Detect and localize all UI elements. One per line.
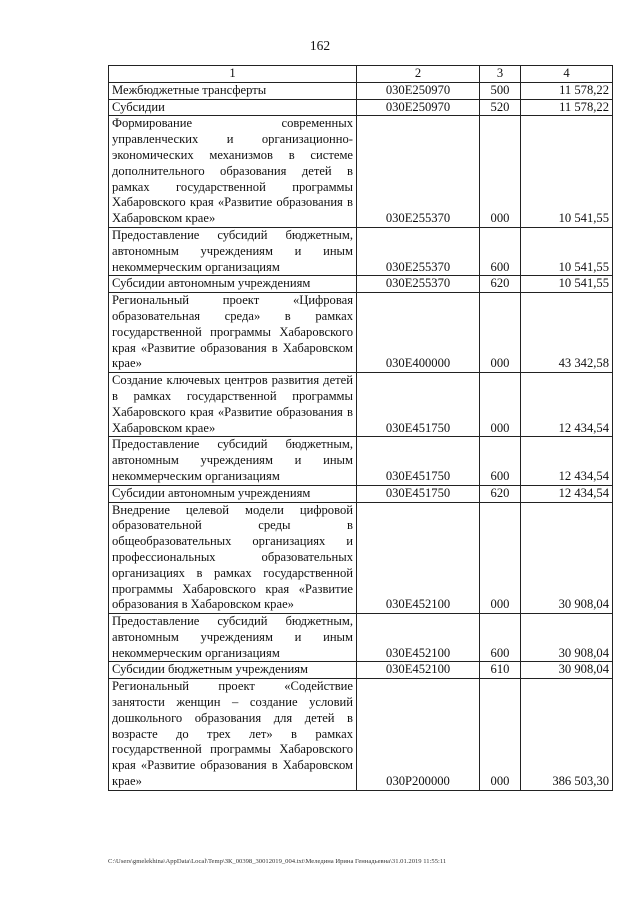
row-name-cell: Региональный проект «Содействие занятости женщин – создание условий дошкольного образования для детей в возрасте до трех лет» в рамках государственной программы Хабаровского края «Развитие образования в Хабаровском крае» — [109, 679, 357, 791]
table-row — [109, 82, 613, 99]
row-sum-cell: 10 541,55 — [521, 116, 613, 228]
page-number: 162 — [309, 38, 331, 53]
row-vr-cell: 600 — [480, 614, 521, 662]
row-name-cell: Межбюджетные трансферты — [109, 82, 357, 99]
row-name-cell: Предоставление субсидий бюджетным, автономным учреждениям и иным некоммерческим организациям — [109, 614, 357, 662]
table-row — [109, 485, 613, 502]
row-name-cell: Региональный проект «Цифровая образовательная среда» в рамках государственной программы Хабаровского края «Развитие образования в Хабаровском крае» — [109, 293, 357, 373]
row-vr-cell: 500 — [480, 82, 521, 99]
row-code-cell: 030E452100 — [357, 502, 480, 614]
row-code-cell: 030E452100 — [357, 614, 480, 662]
row-vr-cell: 610 — [480, 662, 521, 679]
row-sum-cell: 30 908,04 — [521, 614, 613, 662]
row-name-cell: Субсидии — [109, 99, 357, 116]
row-name-cell: Внедрение целевой модели цифровой образовательной среды в общеобразовательных организациях и профессиональных образовательных организациях в рамках государственной программы Хабаровского края «Развитие образования в Хабаровском крае» — [109, 502, 357, 614]
row-code-cell: 030E255370 — [357, 276, 480, 293]
row-vr-cell: 620 — [480, 276, 521, 293]
row-vr-cell: 000 — [480, 502, 521, 614]
row-vr-cell: 000 — [480, 293, 521, 373]
row-name-cell: Субсидии автономным учреждениям — [109, 485, 357, 502]
table-header-row — [109, 66, 613, 83]
row-sum-cell: 30 908,04 — [521, 662, 613, 679]
row-vr-cell: 000 — [480, 373, 521, 437]
row-code-cell: 030E452100 — [357, 662, 480, 679]
table-row — [109, 437, 613, 485]
row-code-cell: 030E400000 — [357, 293, 480, 373]
row-vr-cell: 620 — [480, 485, 521, 502]
row-sum-cell: 11 578,22 — [521, 82, 613, 99]
row-sum-cell: 10 541,55 — [521, 276, 613, 293]
table-row — [109, 662, 613, 679]
column-header: 1 — [109, 66, 357, 83]
table-row — [109, 373, 613, 437]
row-code-cell: 030E250970 — [357, 99, 480, 116]
row-code-cell: 030E250970 — [357, 82, 480, 99]
row-vr-cell: 000 — [480, 679, 521, 791]
row-sum-cell: 386 503,30 — [521, 679, 613, 791]
row-vr-cell: 520 — [480, 99, 521, 116]
row-name-cell: Формирование современных управленческих и организационно-экономических механизмов в системе дополнительного образования детей в рамках государственной программы Хабаровского края «Развитие образования в Хабаровском крае» — [109, 116, 357, 228]
row-sum-cell: 12 434,54 — [521, 373, 613, 437]
budget-table — [108, 65, 613, 791]
column-header: 3 — [480, 66, 521, 83]
file-path-footer: C:\Users\gmelekhina\AppData\Local\Temp\ЗК_00398_30012019_004.txt\Меледина Ирина Геннадьевна\31.01.2019 11:55:11 — [108, 858, 447, 865]
row-code-cell: 030E255370 — [357, 227, 480, 275]
row-code-cell: 030E255370 — [357, 116, 480, 228]
table-row — [109, 116, 613, 228]
table-row — [109, 99, 613, 116]
row-code-cell: 030P200000 — [357, 679, 480, 791]
row-sum-cell: 43 342,58 — [521, 293, 613, 373]
table-row — [109, 502, 613, 614]
row-sum-cell: 12 434,54 — [521, 485, 613, 502]
row-code-cell: 030E451750 — [357, 373, 480, 437]
row-sum-cell: 30 908,04 — [521, 502, 613, 614]
column-header: 2 — [357, 66, 480, 83]
row-name-cell: Субсидии автономным учреждениям — [109, 276, 357, 293]
row-name-cell: Субсидии бюджетным учреждениям — [109, 662, 357, 679]
table-row — [109, 614, 613, 662]
row-sum-cell: 12 434,54 — [521, 437, 613, 485]
row-code-cell: 030E451750 — [357, 485, 480, 502]
row-code-cell: 030E451750 — [357, 437, 480, 485]
table-row — [109, 679, 613, 791]
row-sum-cell: 11 578,22 — [521, 99, 613, 116]
table-row — [109, 276, 613, 293]
table-row — [109, 293, 613, 373]
row-name-cell: Предоставление субсидий бюджетным, автономным учреждениям и иным некоммерческим организациям — [109, 437, 357, 485]
row-vr-cell: 600 — [480, 227, 521, 275]
row-name-cell: Предоставление субсидий бюджетным, автономным учреждениям и иным некоммерческим организациям — [109, 227, 357, 275]
column-header: 4 — [521, 66, 613, 83]
row-vr-cell: 000 — [480, 116, 521, 228]
table-row — [109, 227, 613, 275]
row-sum-cell: 10 541,55 — [521, 227, 613, 275]
row-vr-cell: 600 — [480, 437, 521, 485]
row-name-cell: Создание ключевых центров развития детей в рамках государственной программы Хабаровского края «Развитие образования в Хабаровском крае» — [109, 373, 357, 437]
